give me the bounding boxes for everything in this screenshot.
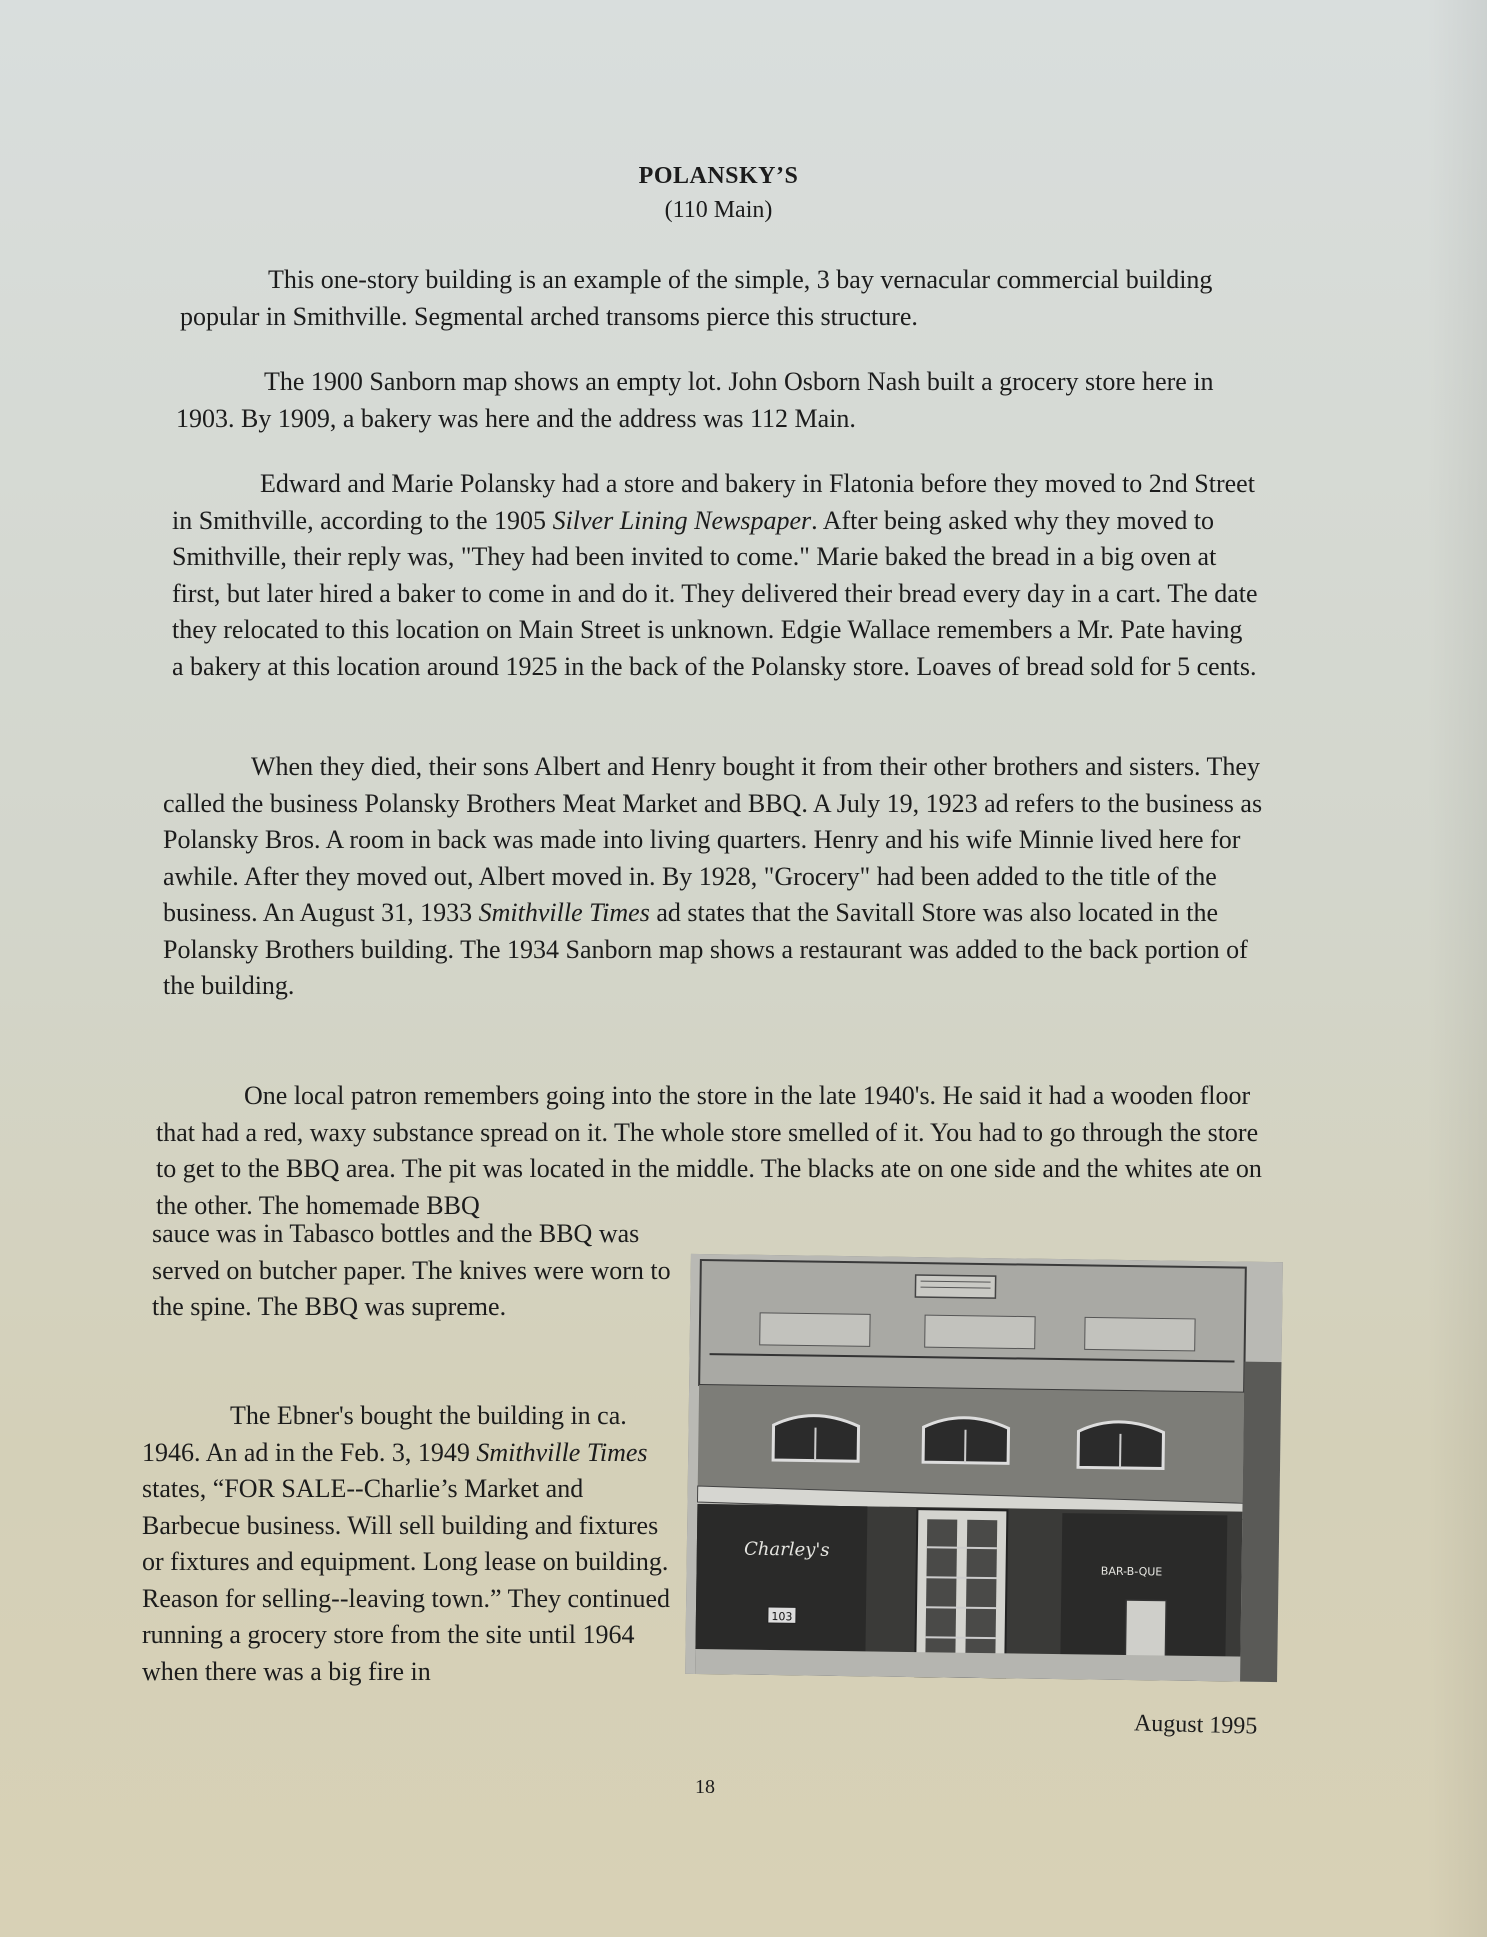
paragraph-text: One local patron remembers going into the store in the late 1940's. He said it had a wooden floor that had a red, waxy substance spread on it. The whole store smelled of it. You had to go through the store to get to the BBQ area. The pit was located in the middle. The blacks ate on one side and the whites ate on the other. The homemade BBQ [156,1081,1262,1220]
paragraph-text: The Ebner's bought the building in ca. 1946. An ad in the Feb. 3, 1949 [142,1401,627,1467]
paragraph-text: When they died, their sons Albert and Henry bought it from their other brothers and sisters. They called the business Polansky Brothers Meat Market and BBQ. A July 19, 1923 ad refers to the business as Polansky Bros. A room in back was made into living quarters. Henry and his wife Minnie lived here for awhile. After they moved out, Albert moved in. By 1928, "Grocery" had been added to the title of the business. An August 31, 1933 [163,752,1263,927]
paragraph-building-description [180,262,1258,335]
paragraph-text: . After being asked why they moved to Smithville, their reply was, "They had been invited to come." Marie baked the bread in a big oven at first, but later hired a baker to come in and do it. They delivered their bread every day in a cart. The date they relocated to this location on Main Street is unknown. Edgie Wallace remembers a Mr. Pate having a bakery at this location around 1925 in the back of the Polansky store. Loaves of bread sold for 5 cents. [172,505,1258,681]
paragraph-text: sauce was in Tabasco bottles and the BBQ was served on butcher paper. The knives were worn to the spine. The BBQ was supreme. [152,1219,671,1321]
paragraph-text: This one-story building is an example of the simple, 3 bay vernacular commercial building popular in Smithville. Segmental arched transoms pierce this structure. [180,265,1213,331]
paragraph-ebner-purchase [142,1398,682,1690]
paragraph-polansky-brothers [163,749,1271,1005]
page-edge-shadow [1427,0,1487,1937]
paragraph-local-patron-continued [152,1216,682,1326]
paragraph-sanborn-1900 [176,364,1258,437]
paragraph-text: states, “FOR SALE--Charlie’s Market and Barbecue business. Will sell building and fixtures or fixtures and equipment. Long lease on building. Reason for selling--leaving town.” They continued running a grocery store from the site until 1964 when there was a big fire in [142,1474,671,1686]
paragraph-text: The 1900 Sanborn map shows an empty lot. John Osborn Nash built a grocery store here in 1903. By 1909, a bakery was here and the address was 112 Main. [176,367,1214,433]
paragraph-text: ad states that the Savitall Store was also located in the Polansky Brothers building. The 1934 Sanborn map shows a restaurant was added to the back portion of the building. [163,898,1248,1000]
newspaper-title: Smithville Times [478,898,650,927]
paragraph-local-patron [156,1078,1264,1224]
photo-sign-right: BAR-B-QUE [1100,1564,1163,1579]
paragraph-text: Edward and Marie Polansky had a store and bakery in Flatonia before they moved to 2nd Street in Smithville, according to the 1905 [172,469,1255,535]
photo-sign-left: Charley's [743,1538,830,1561]
page-number: 18 [695,1776,715,1798]
photo-caption: August 1995 [1133,1710,1258,1740]
page-subtitle-address: (110 Main) [664,197,773,223]
newspaper-title: Smithville Times [476,1437,648,1467]
newspaper-title: Silver Lining Newspaper [552,505,812,535]
paragraph-polansky-history [172,466,1260,685]
page-title: POLANSKY’S [638,163,799,189]
building-photo [685,1254,1283,1682]
photo-door-number: 103 [771,1610,793,1624]
